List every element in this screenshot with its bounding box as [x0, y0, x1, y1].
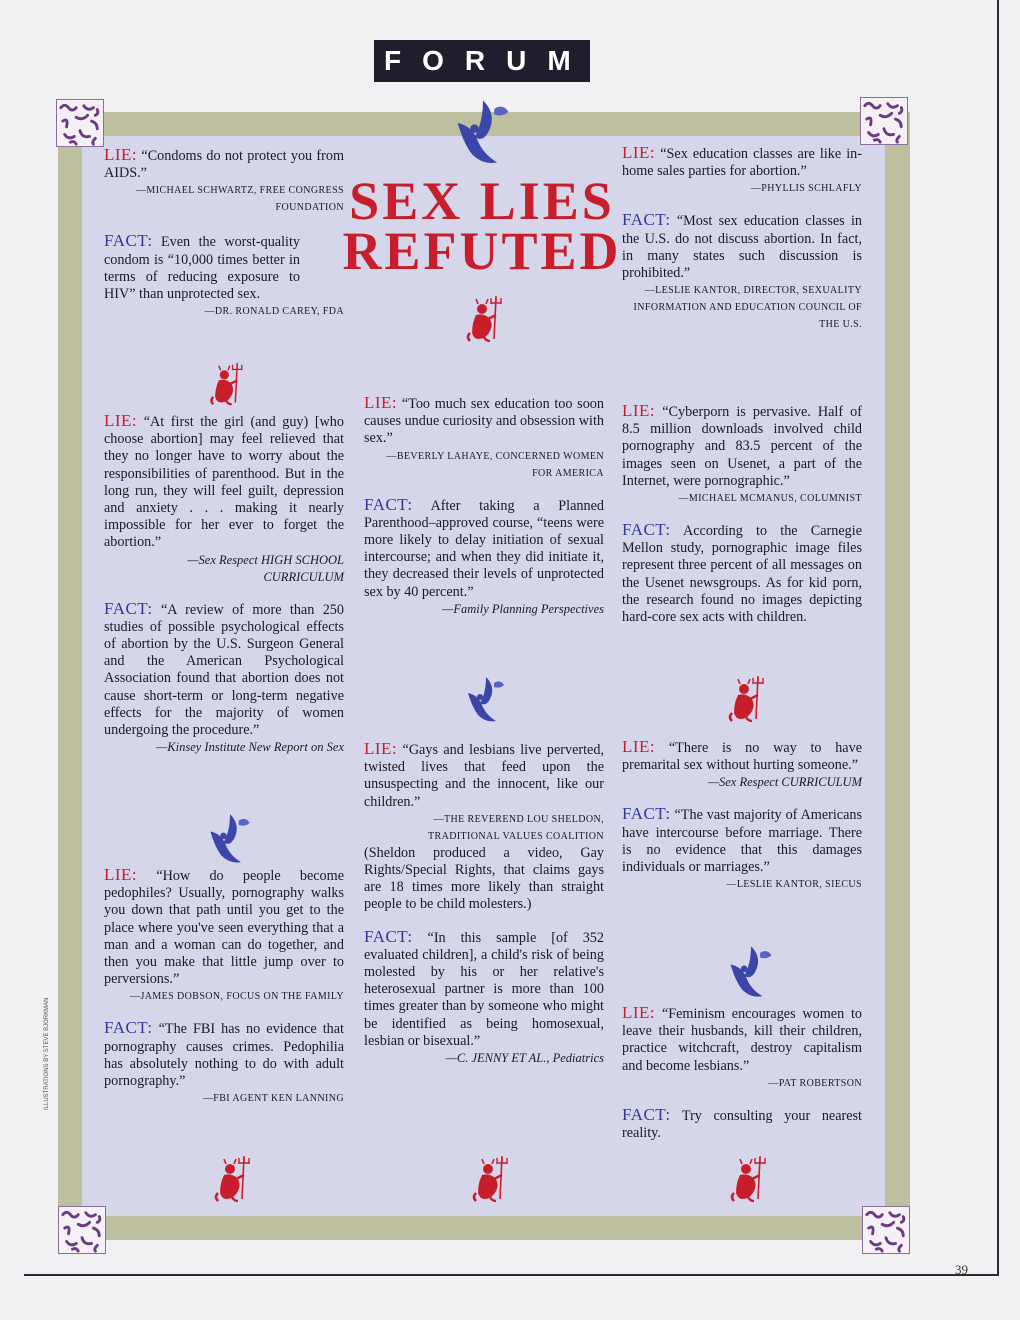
entry-text: “Gays and lesbians live perverted, twisted lives that feed upon the unsuspecting and the innocent, like our children.” [364, 742, 604, 810]
fact-label: FACT: [364, 494, 413, 514]
lie-label: LIE: [364, 393, 398, 412]
source-line: —LESLIE KANTOR, SIECUS [726, 879, 862, 891]
pattern-tile [58, 1206, 106, 1254]
entry-text: Try consulting your nearest reality. [622, 1107, 862, 1142]
fact-label: FACT: [622, 520, 671, 540]
source-line: —Kinsey Institute New Report on Sex [156, 740, 344, 755]
angel-icon [206, 806, 254, 868]
fact-label: FACT: [622, 210, 671, 230]
source-line: —Family Planning Perspectives [442, 601, 604, 616]
lie-entry [622, 1004, 862, 1092]
source-line: —DR. RONALD CAREY, FDA [204, 306, 344, 318]
angel-icon [464, 668, 508, 728]
left-column [104, 412, 344, 770]
entry-text: “Sex education classes are like in-home sales parties for abortion.” [622, 146, 862, 180]
angel-icon [726, 938, 776, 1002]
entry-text: “Feminism encourages women to leave their husbands, kill their children, practice witchcraft, destroy capitalism and become lesbians.” [622, 1006, 862, 1074]
lie-label: LIE: [104, 145, 138, 164]
lie-entry [104, 866, 344, 1005]
lie-label: LIE: [622, 143, 656, 162]
source-line: —MICHAEL MCMANUS, COLUMNIST [678, 493, 862, 505]
lie-label: LIE: [622, 737, 656, 756]
lie-label: LIE: [622, 401, 656, 420]
source-line: —FBI AGENT KEN LANNING [202, 1093, 344, 1105]
entry-text: “Condoms do not protect you from AIDS.” [104, 148, 344, 182]
title-line: SEX LIES [349, 171, 615, 231]
lie-entry [364, 740, 604, 914]
middle-column [364, 394, 604, 632]
fact-entry [104, 1019, 344, 1107]
fact-label: FACT: [104, 1018, 153, 1038]
lie-label: LIE: [622, 1003, 656, 1022]
entry-text: “Most sex education classes in the U.S. do not discuss abortion. In fact, in many states such discussion is prohibited.” [622, 213, 862, 282]
entry-text: “There is no way to have premarital sex without hurting someone.” [622, 740, 862, 774]
lie-entry [104, 146, 344, 216]
source-line: —THE REVEREND LOU SHELDON, TRADITIONAL VALUES COALITION [428, 813, 604, 842]
devil-icon [728, 1154, 772, 1206]
fact-entry [622, 211, 862, 333]
fact-label: FACT: [104, 231, 153, 251]
entry-text: According to the Carnegie Mellon study, pornographic image files represent three percent of all messages on the Usenet newsgroups. As for kid porn, the research found no images depicting hard-core sex acts with children. [622, 523, 862, 626]
entry-text: “The FBI has no evidence that pornography causes crimes. Pedophilia has absolutely nothing to do with adult pornography.” [104, 1021, 344, 1090]
fact-entry [622, 805, 862, 893]
entry-text: “The vast majority of Americans have intercourse before marriage. There is no evidence that this damages individuals or marriages.” [622, 807, 862, 876]
source-line: —LESLIE KANTOR, DIRECTOR, SEXUALITY INFORMATION AND EDUCATION COUNCIL OF THE U.S. [633, 285, 862, 331]
illustration-credit: ILLUSTRATIONS BY STEVE BJORKMAN [44, 997, 50, 1110]
entry-text: “A review of more than 250 studies of possible psychological effects of abortion by the U.S. Surgeon General and the American Psychological Association found that abortion does not cause short-term or long-term negative effects for the majority of women undergoing the procedure.” [104, 601, 344, 739]
entry-text: “How do people become pedophiles? Usually, pornography walks you down that path until you get to the place where you've seen everything that a man and a woman can do together, and then you make that little jump over to perversions.” [104, 868, 344, 988]
fact-entry [622, 521, 862, 626]
lie-entry [622, 402, 862, 507]
source-line: —Sex Respect CURRICULUM [707, 775, 862, 790]
entry-text: After taking a Planned Parenthood–approved course, “teens were more likely to delay initiation of sexual intercourse; and when they did initiate it, they decreased their levels of unprotected sex by 40 percent.” [364, 497, 604, 600]
pattern-tile [860, 97, 908, 145]
lie-label: LIE: [104, 865, 138, 884]
source-line: —MICHAEL SCHWARTZ, FREE CONGRESS FOUNDATION [136, 185, 344, 214]
lie-entry [622, 144, 862, 197]
fact-entry [364, 496, 604, 618]
fact-label: FACT: [104, 598, 153, 618]
right-column [622, 402, 862, 640]
entry-text: “Cyberporn is pervasive. Half of 8.5 million downloads involved child pornography and 83.5 percent of the images seen on Usenet, a part of the Internet, were pornographic.” [622, 404, 862, 489]
angel-icon [452, 90, 514, 170]
entry-text: (Sheldon produced a video, Gay Rights/Special Rights, that claims gays are 18 times more likely than straight people to be child molesters.) [364, 844, 604, 913]
fact-label: FACT: [622, 1104, 671, 1124]
source-line: —Sex Respect HIGH SCHOOL CURRICULUM [187, 552, 344, 584]
devil-icon [726, 674, 770, 726]
source-line: —JAMES DOBSON, FOCUS ON THE FAMILY [130, 991, 344, 1003]
entry-text: Even the worst-quality condom is “10,000 times better in terms of reducing exposure to HIV” than unprotected sex. [104, 234, 300, 303]
left-column [104, 866, 344, 1121]
page-number: 39 [955, 1262, 968, 1277]
fact-entry [104, 232, 300, 303]
lie-entry [622, 738, 862, 791]
source-line: —BEVERLY LAHAYE, CONCERNED WOMEN FOR AMERICA [386, 450, 604, 479]
source-line: —PHYLLIS SCHLAFLY [750, 183, 862, 195]
section-banner: FORUM [374, 40, 590, 82]
page-rule [24, 1274, 999, 1276]
devil-icon [212, 1154, 256, 1206]
fact-entry [104, 600, 344, 757]
source-line: —PAT ROBERTSON [768, 1077, 862, 1089]
fact-entry [622, 1106, 862, 1142]
title-line: REFUTED [342, 221, 622, 281]
devil-icon [470, 1154, 514, 1206]
article-title [334, 171, 630, 281]
fact-label: FACT: [622, 804, 671, 824]
entry-text: “In this sample [of 352 evaluated children], a child's risk of being molested by his or her relative's heterosexual partner is more than 100 times greater than by someone who might be identified as being homosexual, lesbian or bisexual.” [364, 929, 604, 1049]
right-column [622, 738, 862, 907]
middle-column [364, 740, 604, 1081]
left-column [104, 146, 344, 320]
right-column [622, 144, 862, 347]
lie-label: LIE: [104, 411, 138, 430]
lie-entry [364, 394, 604, 482]
fact-label: FACT: [364, 926, 413, 946]
lie-label: LIE: [364, 739, 398, 758]
entry-text: “Too much sex education too soon causes undue curiosity and obsession with sex.” [364, 396, 604, 447]
devil-icon [206, 362, 250, 408]
source-line: —C. JENNY ET AL., Pediatrics [445, 1051, 604, 1066]
devil-icon [464, 280, 508, 360]
entry-text: “At first the girl (and guy) [who choose abortion] may feel relieved that they no longer have to worry about the responsibilities of parenthood. But in the long run, they will feel guilt, depression and anxiety . . . making it nearly impossible for her ever to forget the abortion.” [104, 414, 344, 551]
lie-entry [104, 412, 344, 586]
page-rule [997, 0, 999, 1275]
right-column [622, 1004, 862, 1156]
fact-entry [364, 928, 604, 1067]
pattern-tile [56, 99, 104, 147]
pattern-tile [862, 1206, 910, 1254]
